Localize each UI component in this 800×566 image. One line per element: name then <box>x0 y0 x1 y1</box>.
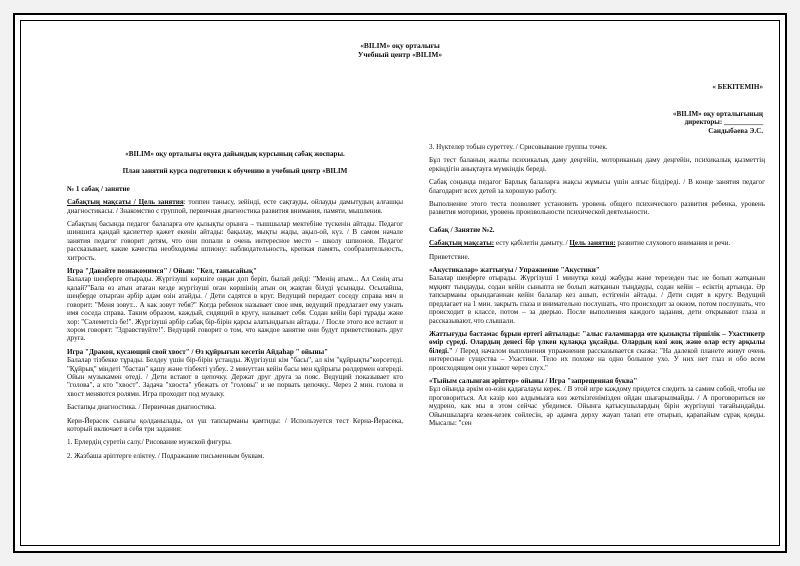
goal-2-label-ru: Цель занятия: <box>569 239 616 248</box>
goal-2-ru: развитие слухового внимания и речи. <box>615 239 731 248</box>
exercise-2-text: / Перед началом выполнения упражнения рассказывается сказка: "На далекой планете живут очень интересные существа – Ухастики. Тело их похоже на одно большое ухо. У них нет глаз и обо всем происходящем они узнают через слух." <box>429 346 765 372</box>
game-2-title: Игра "Дракон, кусающий свой хвост" / Өз құйрығын кесетін Айдаһар " ойыны" <box>67 347 329 356</box>
exercise-2-title: Жаттығуды бастамас бұрын ертегі айтылады: "алыс ғаламшарда өте қызықты тіршілік – Ухастикетр өмір сүреді. Олардың денесі бір үлкен құлаққа ұқсайды. Олардың көзі жоқ және олар есту арқылы біледі." <box>429 329 765 355</box>
left-column <box>67 150 403 465</box>
exercise-1 <box>429 266 765 325</box>
goal-2-label: Сабақтың мақсаты: <box>429 239 495 248</box>
exercise-3-text: Бұл ойында әркім өз-өзін қадағалауы керек. / В этой игре каждому придется следить за самим собой, чтобы не проговориться. Ал кәзір көз алдымызға көз жеткізгенімізден ойдан шығарылмайды. / А проговориться не мудрено, как мы в этом сейчас убедимся. Ойынға қатысушылардың бірін жүргізуші тағайындайды. Ойыншыларға кезек-кезек сөйлесін, әр адамға дерху жауап талап ете отырып, қарапайым сұрақ қоңды. Мысалы: "сен <box>429 385 765 427</box>
test-description: Бұл тест баланың жалпы психикалық даму деңгейін, моториканың даму деңгейін, психикалық қызметтің еркіндігін анықтауға мүмкіндік береді. <box>429 156 765 173</box>
lesson-2-goal <box>429 239 765 247</box>
task-3: 3. Нүктелер тобын суреттеу. / Срисовывание группы точек. <box>429 143 608 151</box>
intro-paragraph: Сабақтың басында педагог балаларға өте қызықты орынға – тышшылар мектебіне түскенін айтады. Педагог шиншига қандай қасиеттер қажет екенін айтады: бақылау, мықты жады, ақыл-ой, күз. / В самом начале занятия педагог говорит детям, что они попали в очень интересное место – школу шпионов. Педагог рассказывает, какие качества необходимы шпиону: наблюдательность, крепкая память, сообразительность, хитрость. <box>67 220 403 262</box>
game-1-title: Игра "Давайте познакомимся" / Ойын: "Кел, танысайық" <box>67 267 257 276</box>
goal-label: Сабақтың мақсаты / Цель занятия <box>67 198 184 207</box>
diagnostics-heading: Бастапқы диагностика. / Первичная диагностика. <box>67 403 217 412</box>
test-result-paragraph: Выполнение этого теста позволяет установить уровень общего психического развития ребенка, уровень развития моторики, уровень произвольности психической деятельности. <box>429 200 765 217</box>
lesson-2-heading: Сабақ / Занятие №2. <box>429 225 495 234</box>
approval-line-1: «BILIM» оқу орталығының <box>672 109 763 118</box>
approval-line-3: Сандыбаева Э.С. <box>708 126 763 135</box>
lesson-1-heading: № 1 сабақ / занятие <box>67 184 130 193</box>
game-2 <box>67 348 403 398</box>
game-2-text: Балалар тізбекке тұрады. Белдеу үшін бір-бірін ұстанды. Жүргізуші кім "басы", ал кім "құйрықты"көрсетеді. "Құйрық" міндеті "бастан" қашу және тізбекті үзбеу.. 2 минуттан кейін басы мен құйрығы рөлдермен өзгереді. Ойын музыкамен өтеді. / Дети встают в цепочку. Держат друг друга за пояс. Ведущий показывает кто "голова", а кто "хвост". Задача "хвоста" убежать от "головы" и не порвать цепочку.. Через 2 мин. голова и хвост меняются ролями. Игра проходит под музыку. <box>67 356 403 398</box>
approval-line-2: директоры: ___________ <box>684 118 763 127</box>
greeting: Приветствие. <box>429 252 470 261</box>
exercise-2 <box>429 330 765 372</box>
lesson-end-paragraph: Сабақ соңында педагог Барлық балаларға жақсы жұмысы үшін алғыс білдіреді. / В конце занятия педагог благодарит всех детей за хорошую работу. <box>429 178 765 195</box>
game-1-text: Балалар шеңберге отырады. Жүргізуші көршіге оңқан доп беріп, былай дейді: "Менің атым... Ал Сенің аты қалай?"Бала өз атын атаған кезде жүргізуші оған көршінің атын оң жақтан білуді ұсынады. Осылайша, шеңберде отырған әрбір адам өзін атайды. / Дети садятся в круг. Ведущий передает соседу справа мяч и говорит: "Меня зовут... А как зовут тебя?" Когда ребенок называет свое имя, ведущий предлагает ему узнать имя соседа справа. Таким образом, каждый, сидящий в кругу, называет себя. Содан кейін бәрі тұрады және хор: "Сәлеметсіз бе!". Жүргізуші әрбір сабақ бір-бірін қарсы алатындығын айтады. / После этого все встают и хором говорят: "Здравствуйте!". Ведущий говорит о том, что каждое занятие они будут приветствовать друг друга. <box>67 275 403 343</box>
task-2: 2. Жазбаша әріптерге еліктеу. / Подражание письменным буквам. <box>67 451 265 460</box>
right-column <box>429 143 765 432</box>
exercise-3-title: «Тыйым салынған әріптер» ойыны / Игра "запрещенная буква" <box>429 376 638 385</box>
game-1 <box>67 267 403 343</box>
goal-2-kz: есту қабілетін дамыту. / <box>494 239 570 248</box>
document-header <box>15 41 785 59</box>
exercise-3 <box>429 377 765 427</box>
kern-test-paragraph: Кери-Йерасек сынағы қолданылады, ол үш тапсырманы қамтиды: / Используется тест Керна-Йерасека, который включает в себя три задания: <box>67 416 403 433</box>
goal-text: : топпен танысу, зейінді, есте сақтауды, ойлауды дамытудың алғашқы диагностикасы. / Знакомство с группой, первичная диагностика развития внимания, памяти, мышления. <box>67 198 403 215</box>
approval-title: « БЕКІТЕМІН» <box>712 83 763 91</box>
header-center-ru: Учебный центр «BILIM» <box>357 50 443 59</box>
document-page <box>13 13 787 553</box>
lesson-1-goal <box>67 198 403 215</box>
exercise-1-text: Балалар шеңберге отырады. Жүргізуші 1 минутқа көзді жабуды және терезеден тыс не болып жатқанын мұқият тыңдауды, содан кейін сыныпта не болып жатқанын тыңдауды, содан кейін – есіктің артында. Әр тапсырманы орындағаннан кейін балалар кез ашып, естігенін айтады. / Дети сидят в кругу. Ведущий предлагает на 1 мин. закрыть глаза и внимательно послушать, что происходит за окном, потом послушать, что происходит в классе, потом – за дверью. После выполнения каждого задания, дети открывают глаза и рассказывают, что слышали. <box>429 274 765 325</box>
approval-block <box>603 83 763 135</box>
plan-title-kz: «BILIM» оқу орталығы оқуға дайындық курсының сабақ жоспары. <box>125 150 345 158</box>
plan-title-ru: План занятий курса подготовки к обучению в учебный центр «BILIM <box>122 167 348 176</box>
header-center-kz: «BILIM» оқу орталығы <box>360 41 440 50</box>
exercise-1-title: «Акустикалар» жаттығуы / Упражнение "Акустики" <box>429 266 600 275</box>
task-1: 1. Ерлердің суретін салу./ Рисование мужской фигуры. <box>67 438 232 447</box>
